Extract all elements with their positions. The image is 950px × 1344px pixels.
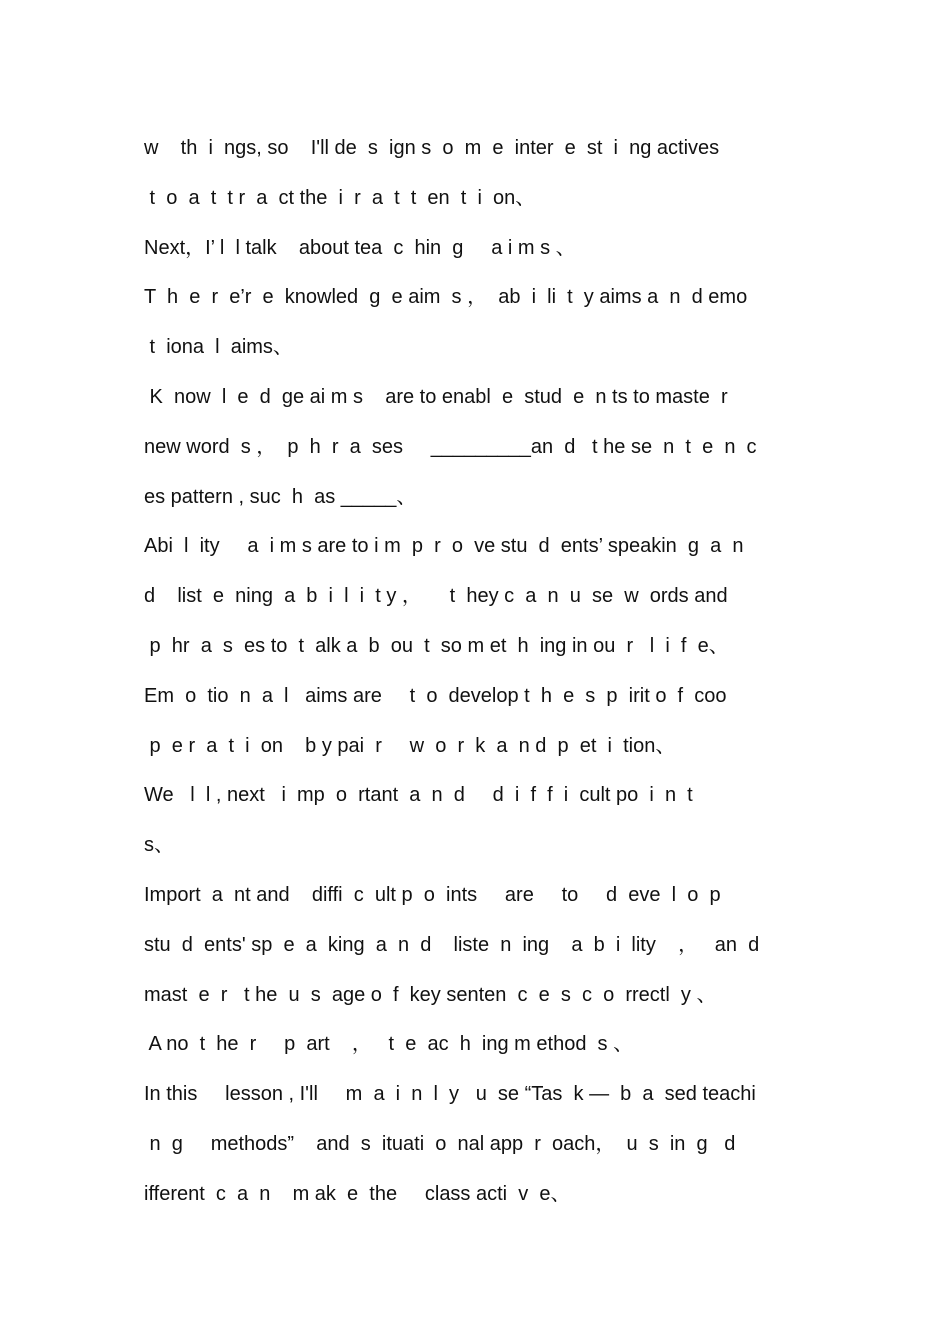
text-line: stu d ents' sp e a king a n d liste n ing a b i lity ， an d (144, 933, 760, 956)
text-line: p e r a t i on b y pai r w o r k a n d p et i tion、 (144, 734, 676, 757)
text-line: K now l e d ge ai m s are to enabl e stud e n ts to maste r (144, 385, 728, 408)
text-line: d list e ning a b i l i t y ， t hey c a n u se w ords and (144, 585, 728, 608)
text-line: t o a t t r a ct the i r a t t en t i on、 (144, 186, 536, 209)
text-line: Abi l ity a i m s are to i m p r o ve stu d ents’ speakin g a n (144, 535, 744, 558)
text-line: In this lesson , I'll m a i n l y u se “Tas k — b a sed teachi (144, 1083, 756, 1106)
text-line: new word s ， p h r a ses _________an d t he se n t e n c (144, 435, 757, 458)
text-line: Next，I’ l l talk about tea c hin g a i m s 、 (144, 236, 576, 259)
text-line: Import a nt and diffi c ult p o ints are to d eve l o p (144, 883, 721, 906)
text-line: w th i ngs, so I'll de s ign s o m e inter e st i ng actives (144, 137, 720, 159)
text-line: es pattern , suc h as _____、 (144, 485, 417, 508)
text-line: p hr a s es to t alk a b ou t so m et h ing in ou r l i f e、 (144, 634, 729, 657)
text-line: ifferent c a n m ak e the class acti v e、 (144, 1182, 571, 1205)
text-line: A no t he r p art ， t e ac h ing m ethod s 、 (144, 1033, 634, 1056)
text-line: T h e r e’r e knowled g e aim s ， ab i li t y aims a n d emo (144, 286, 748, 309)
text-line: mast e r t he u s age o f key senten c e s c o rrectl y 、 (144, 983, 717, 1006)
text-line: n g methods” and s ituati o nal app r oach， u s in g d (144, 1132, 736, 1155)
body-text (144, 124, 809, 1220)
text-line: s、 (144, 834, 174, 857)
text-line: Em o tio n a l aims are t o develop t h e s p irit o f coo (144, 684, 727, 707)
text-line: t iona l aims、 (144, 336, 293, 359)
text-line: We l l , next i mp o rtant a n d d i f f i cult po i n t (144, 784, 693, 807)
